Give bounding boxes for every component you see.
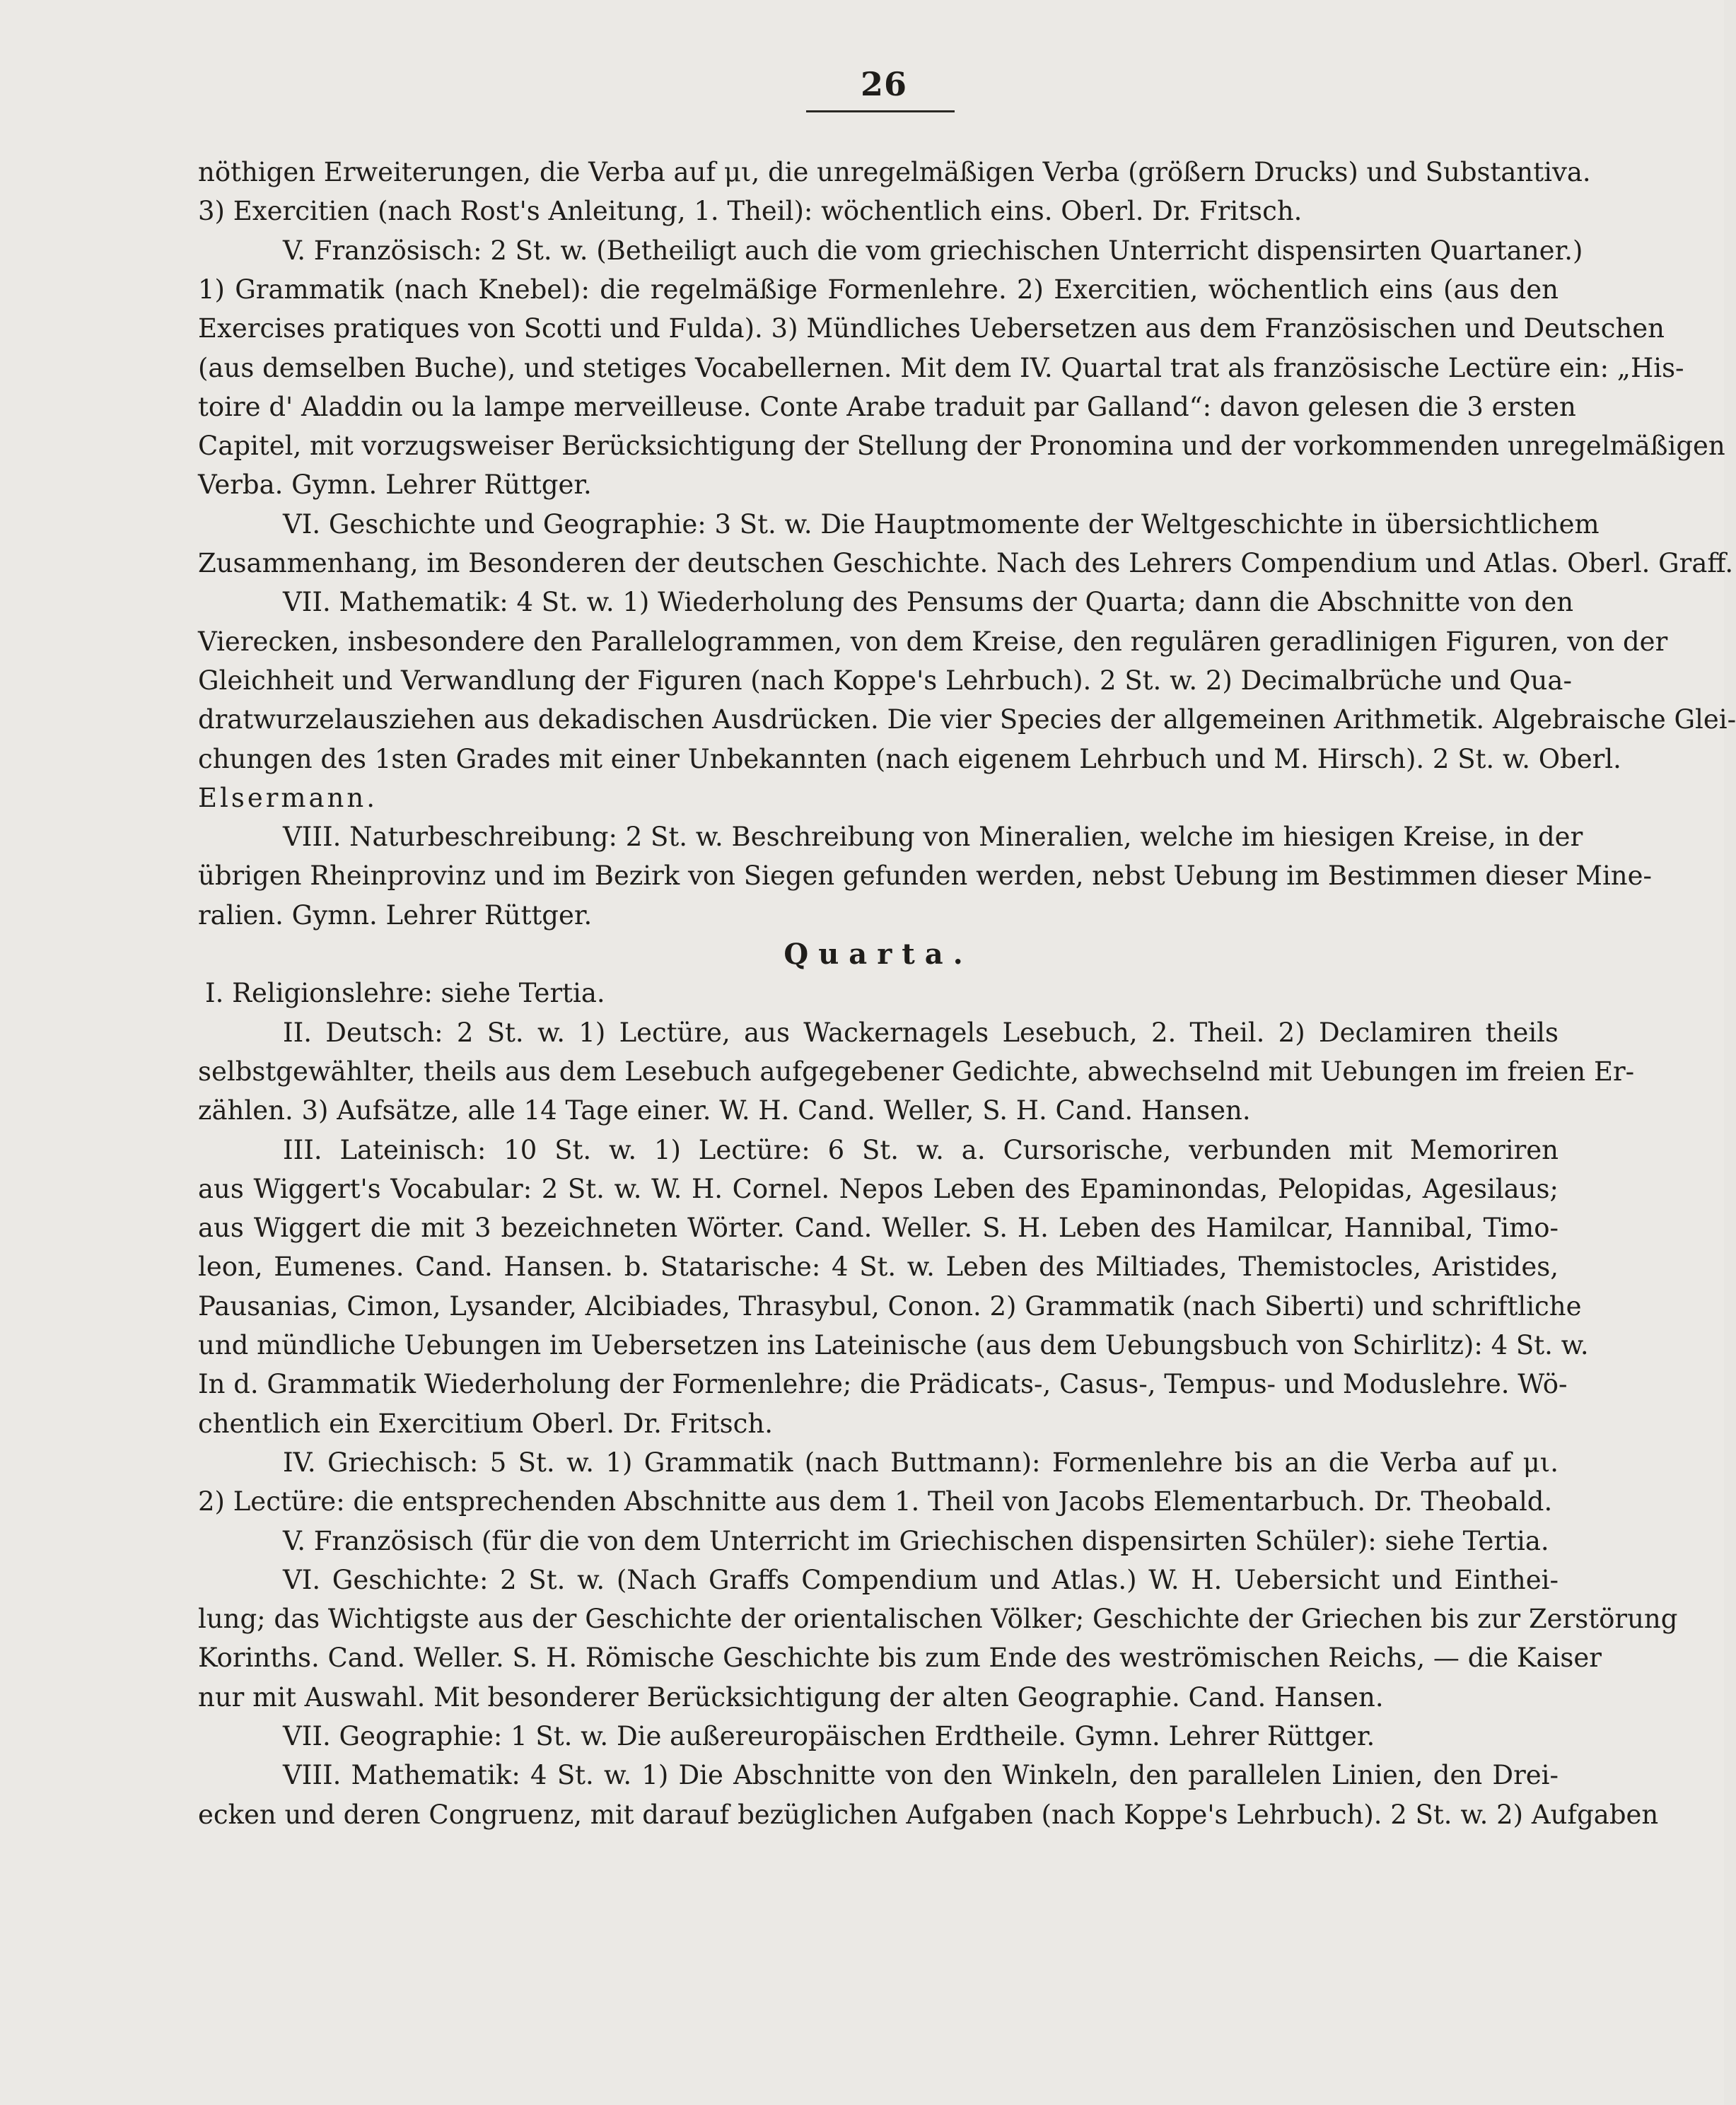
text-line: 3) Exercitien (nach Rost's Anleitung, 1. Theil): wöchentlich eins. Oberl. Dr. Fritsch.	[198, 196, 1303, 226]
text-line: In d. Grammatik Wiederholung der Formenlehre; die Prädicats-, Casus-, Tempus- und Moduslehre. Wö-	[198, 1369, 1568, 1399]
text-line: VII. Mathematik: 4 St. w. 1) Wiederholung des Pensums der Quarta; dann die Abschnitte von den	[283, 587, 1574, 617]
text-line: ralien. Gymn. Lehrer Rüttger.	[198, 900, 593, 931]
text-line: nur mit Auswahl. Mit besonderer Berücksichtigung der alten Geographie. Cand. Hansen.	[198, 1682, 1384, 1713]
text-line: VI. Geschichte und Geographie: 3 St. w. Die Hauptmomente der Weltgeschichte in übersichtlichem	[283, 509, 1600, 540]
section-heading: Quarta.	[783, 938, 973, 971]
text-line: (aus demselben Buche), und stetiges Vocabellernen. Mit dem IV. Quartal trat als französische Lectüre ein: „His-	[198, 353, 1684, 383]
text-line: IV. Griechisch: 5 St. w. 1) Grammatik (nach Buttmann): Formenlehre bis an die Verba auf μι.	[283, 1447, 1559, 1478]
text-line: VIII. Naturbeschreibung: 2 St. w. Beschreibung von Mineralien, welche im hiesigen Kreise, in der	[283, 822, 1583, 852]
text-line: selbstgewählter, theils aus dem Lesebuch aufgegebener Gedichte, abwechselnd mit Uebungen im freien Er-	[198, 1056, 1635, 1087]
text-line: I. Religionslehre: siehe Tertia.	[205, 978, 605, 1008]
text-line: III. Lateinisch: 10 St. w. 1) Lectüre: 6 St. w. a. Cursorische, verbunden mit Memoriren	[283, 1135, 1559, 1165]
text-line: VI. Geschichte: 2 St. w. (Nach Graffs Compendium und Atlas.) W. H. Uebersicht und Einthei-	[283, 1565, 1559, 1595]
text-line: dratwurzelausziehen aus dekadischen Ausdrücken. Die vier Species der allgemeinen Arithmetik. Algebraische Glei-	[198, 704, 1736, 735]
text-line: Zusammenhang, im Besonderen der deutschen Geschichte. Nach des Lehrers Compendium und Atlas. Oberl. Graff.	[198, 548, 1734, 578]
text-line: aus Wiggert die mit 3 bezeichneten Wörter. Cand. Weller. S. H. Leben des Hamilcar, Hannibal, Timo-	[198, 1213, 1559, 1243]
text-line: chungen des 1sten Grades mit einer Unbekannten (nach eigenem Lehrbuch und M. Hirsch). 2 St. w. Oberl.	[198, 744, 1621, 774]
text-line: leon, Eumenes. Cand. Hansen. b. Statarische: 4 St. w. Leben des Miltiades, Themistocles, Aristides,	[198, 1252, 1559, 1282]
text-line: aus Wiggert's Vocabular: 2 St. w. W. H. Cornel. Nepos Leben des Epaminondas, Pelopidas, Agesilaus;	[198, 1174, 1559, 1204]
text-line: Verba. Gymn. Lehrer Rüttger.	[198, 470, 592, 500]
text-line: Gleichheit und Verwandlung der Figuren (nach Koppe's Lehrbuch). 2 St. w. 2) Decimalbrüche und Qua-	[198, 665, 1572, 696]
text-line: und mündliche Uebungen im Uebersetzen ins Lateinische (aus dem Uebungsbuch von Schirlitz): 4 St. w.	[198, 1330, 1589, 1360]
text-line: VIII. Mathematik: 4 St. w. 1) Die Abschnitte von den Winkeln, den parallelen Linien, den Drei-	[283, 1760, 1559, 1790]
text-line: Korinths. Cand. Weller. S. H. Römische Geschichte bis zum Ende des weströmischen Reichs, — die Kaiser	[198, 1643, 1602, 1673]
text-line: ecken und deren Congruenz, mit darauf bezüglichen Aufgaben (nach Koppe's Lehrbuch). 2 St. w. 2) Aufgaben	[198, 1800, 1659, 1830]
text-line: II. Deutsch: 2 St. w. 1) Lectüre, aus Wackernagels Lesebuch, 2. Theil. 2) Declamiren theils	[283, 1017, 1559, 1048]
text-line: Pausanias, Cimon, Lysander, Alcibiades, Thrasybul, Conon. 2) Grammatik (nach Siberti) und schriftliche	[198, 1291, 1582, 1322]
page-number-rule	[806, 110, 955, 112]
text-line: V. Französisch (für die von dem Unterricht im Griechischen dispensirten Schüler): siehe Tertia.	[283, 1526, 1549, 1556]
text-line: chentlich ein Exercitium Oberl. Dr. Fritsch.	[198, 1409, 773, 1439]
text-line: Elsermann.	[198, 783, 378, 813]
text-line: nöthigen Erweiterungen, die Verba auf μι, die unregelmäßigen Verba (größern Drucks) und Substantiva.	[198, 157, 1591, 187]
text-line: Vierecken, insbesondere den Parallelogrammen, von dem Kreise, den regulären geradlinigen Figuren, von der	[198, 626, 1668, 657]
text-line: 2) Lectüre: die entsprechenden Abschnitte aus dem 1. Theil von Jacobs Elementarbuch. Dr. Theobald.	[198, 1486, 1553, 1517]
text-line: toire d' Aladdin ou la lampe merveilleuse. Conte Arabe traduit par Galland“: davon gelesen die 3 ersten	[198, 392, 1576, 422]
text-line: 1) Grammatik (nach Knebel): die regelmäßige Formenlehre. 2) Exercitien, wöchentlich eins (aus den	[198, 274, 1559, 305]
page-number: 26	[860, 65, 907, 103]
text-line: lung; das Wichtigste aus der Geschichte der orientalischen Völker; Geschichte der Griechen bis zur Zerstörung	[198, 1604, 1678, 1634]
text-line: VII. Geographie: 1 St. w. Die außereuropäischen Erdtheile. Gymn. Lehrer Rüttger.	[283, 1721, 1375, 1751]
text-line: Capitel, mit vorzugsweiser Berücksichtigung der Stellung der Pronomina und der vorkommenden unregelmäßigen	[198, 431, 1725, 461]
text-line: übrigen Rheinprovinz und im Bezirk von Siegen gefunden werden, nebst Uebung im Bestimmen dieser Mine-	[198, 861, 1653, 891]
text-line: V. Französisch: 2 St. w. (Betheiligt auch die vom griechischen Unterricht dispensirten Quartaner.)	[283, 235, 1583, 266]
text-line: Exercises pratiques von Scotti und Fulda). 3) Mündliches Uebersetzen aus dem Französischen und Deutschen	[198, 313, 1665, 344]
text-line: zählen. 3) Aufsätze, alle 14 Tage einer. W. H. Cand. Weller, S. H. Cand. Hansen.	[198, 1095, 1251, 1126]
